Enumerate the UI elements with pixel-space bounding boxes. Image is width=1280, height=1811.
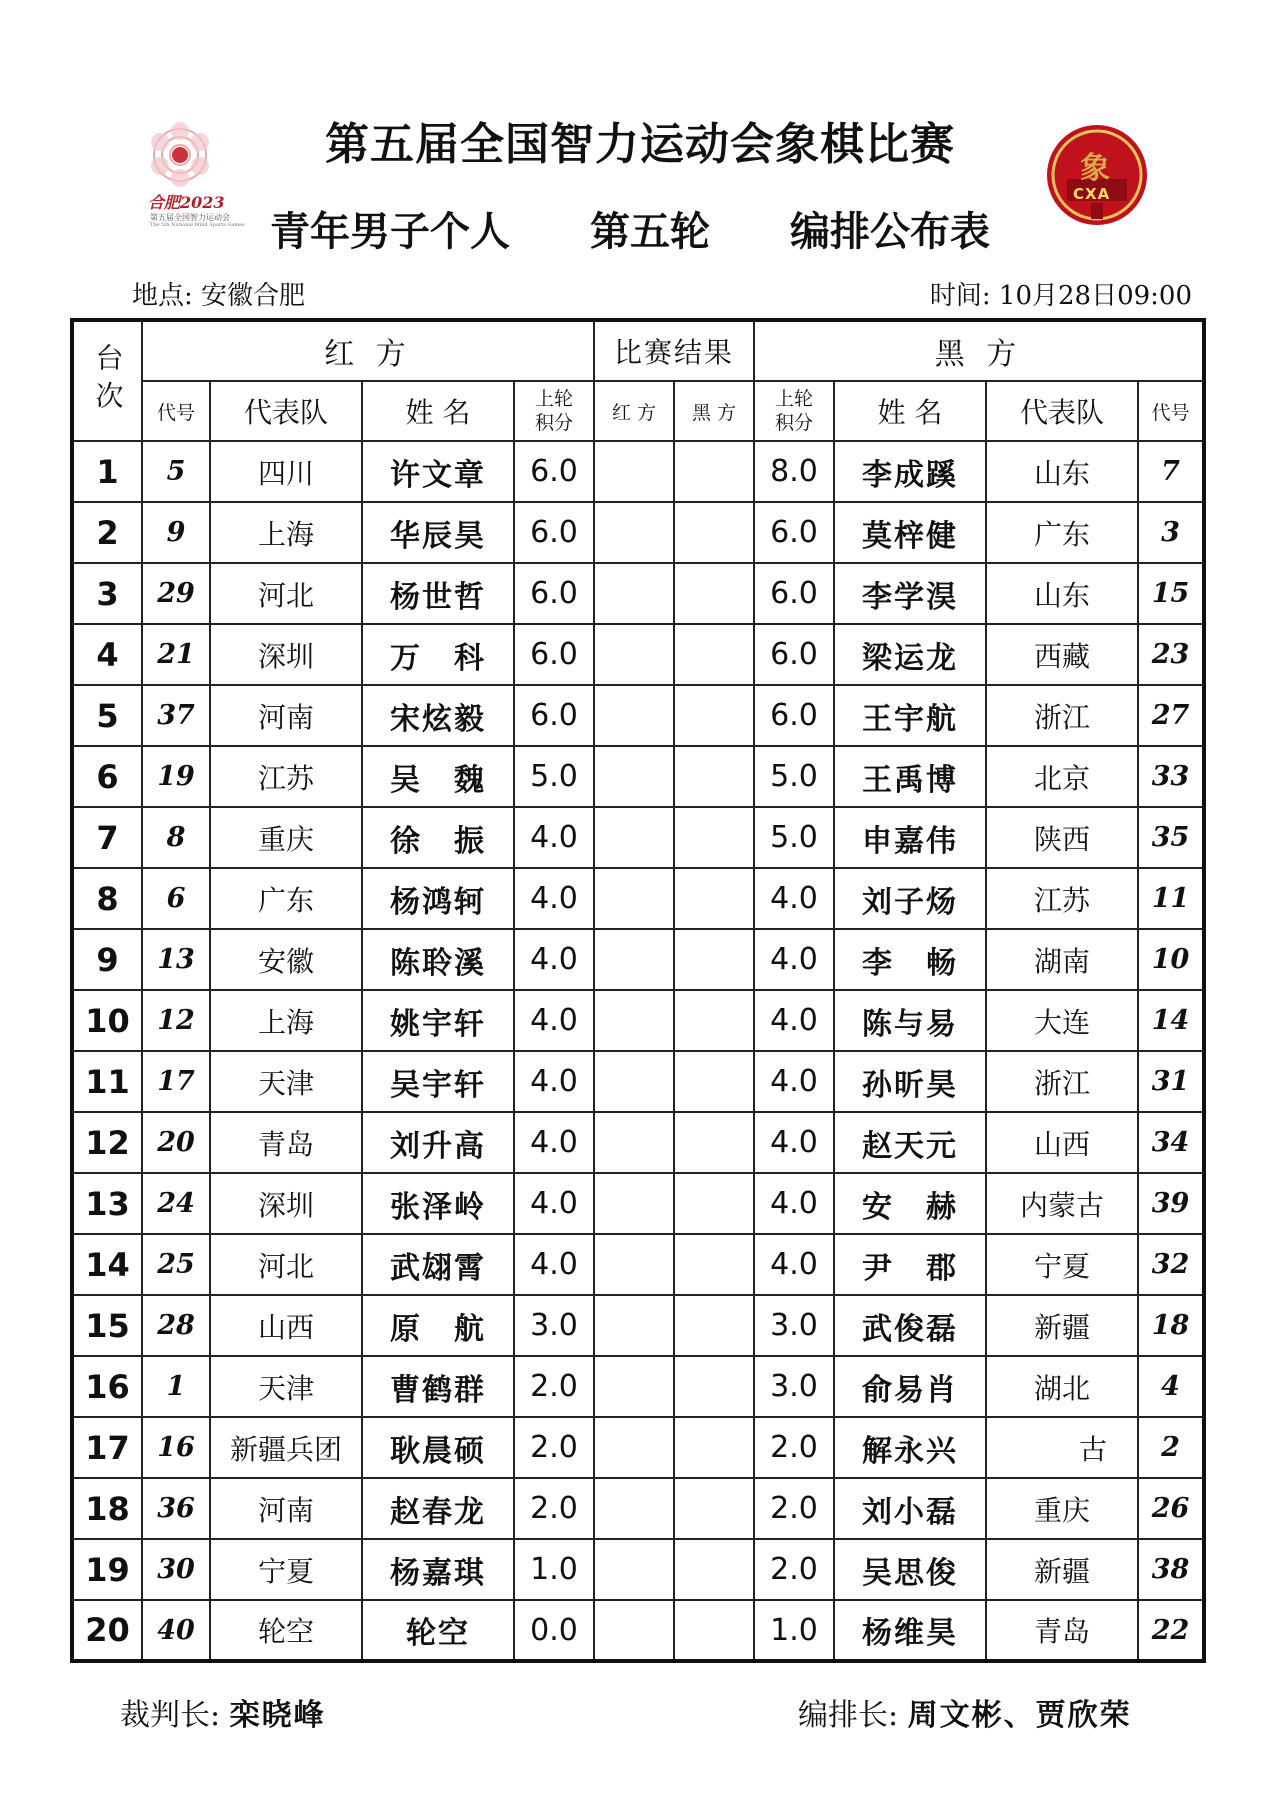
table-row: [72, 1051, 1204, 1112]
result-red[interactable]: [594, 868, 674, 929]
black-prev-score: 3.0: [754, 1356, 834, 1417]
red-name: 杨鸿轲: [362, 868, 514, 929]
black-team: 浙江: [986, 685, 1138, 746]
result-black[interactable]: [674, 1417, 754, 1478]
red-name: 张泽岭: [362, 1173, 514, 1234]
black-team: 内蒙古: [986, 1173, 1138, 1234]
result-black[interactable]: [674, 1295, 754, 1356]
black-code: 7: [1138, 441, 1204, 502]
pairing-table: [70, 318, 1206, 1663]
black-prev-score-header: [754, 381, 834, 441]
result-black[interactable]: [674, 1173, 754, 1234]
table-row: [72, 1173, 1204, 1234]
black-group-header: 黑 方: [754, 320, 1204, 381]
black-code: 39: [1138, 1173, 1204, 1234]
result-red[interactable]: [594, 1478, 674, 1539]
red-prev-score-header: [514, 381, 594, 441]
round-number: 10: [72, 990, 142, 1051]
black-team: 新疆: [986, 1295, 1138, 1356]
red-prev-score: 4.0: [514, 1112, 594, 1173]
black-prev-score: 4.0: [754, 929, 834, 990]
black-prev-score: 1.0: [754, 1600, 834, 1661]
black-name: 王宇航: [834, 685, 986, 746]
red-team-header: 代表队: [210, 381, 362, 441]
red-code-header: 代号: [142, 381, 210, 441]
round-header: 台次: [72, 320, 142, 441]
logo-left-subtext: 第五届全国智力运动会: [150, 213, 230, 222]
black-code: 35: [1138, 807, 1204, 868]
red-prev-score: 1.0: [514, 1539, 594, 1600]
result-black[interactable]: [674, 746, 754, 807]
black-name-header: 姓 名: [834, 381, 986, 441]
red-team: 重庆: [210, 807, 362, 868]
round-number: 12: [72, 1112, 142, 1173]
black-prev-score: 2.0: [754, 1417, 834, 1478]
red-name-header: 姓 名: [362, 381, 514, 441]
result-black[interactable]: [674, 1234, 754, 1295]
black-name: 李学淏: [834, 563, 986, 624]
result-red[interactable]: [594, 1173, 674, 1234]
red-name: 武翃霄: [362, 1234, 514, 1295]
black-name: 李成蹊: [834, 441, 986, 502]
red-prev-score: 5.0: [514, 746, 594, 807]
black-code: 32: [1138, 1234, 1204, 1295]
red-team: 青岛: [210, 1112, 362, 1173]
red-name: 刘升高: [362, 1112, 514, 1173]
black-team: 青岛: [986, 1600, 1138, 1661]
round-number: 8: [72, 868, 142, 929]
table-row: [72, 1600, 1204, 1661]
red-prev-score: 4.0: [514, 1234, 594, 1295]
black-code: 4: [1138, 1356, 1204, 1417]
red-prev-score: 4.0: [514, 1051, 594, 1112]
round-number: 15: [72, 1295, 142, 1356]
result-red[interactable]: [594, 1234, 674, 1295]
table-row: [72, 929, 1204, 990]
red-name: 原 航: [362, 1295, 514, 1356]
black-name: 孙昕昊: [834, 1051, 986, 1112]
red-team: 天津: [210, 1356, 362, 1417]
round-number: 19: [72, 1539, 142, 1600]
black-prev-score: 4.0: [754, 1234, 834, 1295]
black-prev-score: 2.0: [754, 1539, 834, 1600]
black-name: 刘小磊: [834, 1478, 986, 1539]
red-prev-score: 6.0: [514, 441, 594, 502]
red-name: 徐 振: [362, 807, 514, 868]
red-team: 河北: [210, 563, 362, 624]
table-row: [72, 1112, 1204, 1173]
scheduler-names: 周文彬、贾欣荣: [907, 1698, 1132, 1733]
result-black[interactable]: [674, 990, 754, 1051]
red-prev-score: 6.0: [514, 685, 594, 746]
red-name: 吴宇轩: [362, 1051, 514, 1112]
black-name: 安 赫: [834, 1173, 986, 1234]
result-red[interactable]: [594, 929, 674, 990]
result-red[interactable]: [594, 563, 674, 624]
black-code: 31: [1138, 1051, 1204, 1112]
round-number: 3: [72, 563, 142, 624]
table-row: [72, 502, 1204, 563]
red-name: 耿晨硕: [362, 1417, 514, 1478]
red-code: 19: [142, 746, 210, 807]
black-prev-score: 3.0: [754, 1295, 834, 1356]
result-black[interactable]: [674, 807, 754, 868]
red-name: 华辰昊: [362, 502, 514, 563]
red-team: 上海: [210, 502, 362, 563]
result-red[interactable]: [594, 624, 674, 685]
table-row: [72, 1478, 1204, 1539]
black-prev-score: 4.0: [754, 1051, 834, 1112]
black-prev-score: 6.0: [754, 563, 834, 624]
red-code: 5: [142, 441, 210, 502]
pairing-rows: [72, 441, 1204, 1661]
black-team: 宁夏: [986, 1234, 1138, 1295]
black-team: 湖南: [986, 929, 1138, 990]
black-code: 18: [1138, 1295, 1204, 1356]
black-prev-score: 6.0: [754, 502, 834, 563]
black-name: 赵天元: [834, 1112, 986, 1173]
red-code: 12: [142, 990, 210, 1051]
red-code: 9: [142, 502, 210, 563]
cxa-logo: [1045, 123, 1149, 227]
red-team: 轮空: [210, 1600, 362, 1661]
red-prev-score: 6.0: [514, 563, 594, 624]
table-row: [72, 1356, 1204, 1417]
black-team: 北京: [986, 746, 1138, 807]
table-row: [72, 624, 1204, 685]
red-name: 吴 魏: [362, 746, 514, 807]
black-code: 23: [1138, 624, 1204, 685]
red-team: 新疆兵团: [210, 1417, 362, 1478]
red-name: 曹鹤群: [362, 1356, 514, 1417]
red-code: 1: [142, 1356, 210, 1417]
result-red[interactable]: [594, 1539, 674, 1600]
red-prev-score: 4.0: [514, 807, 594, 868]
red-prev-score: 6.0: [514, 502, 594, 563]
round-number: 18: [72, 1478, 142, 1539]
black-code: 14: [1138, 990, 1204, 1051]
black-name: 王禹博: [834, 746, 986, 807]
logo-left-text: 合肥2023: [148, 193, 225, 212]
cxa-logo-char: 象: [1080, 151, 1110, 186]
red-group-header: 红 方: [142, 320, 594, 381]
red-team: 深圳: [210, 624, 362, 685]
round-number: 20: [72, 1600, 142, 1661]
black-code: 2: [1138, 1417, 1204, 1478]
black-prev-score: 4.0: [754, 1173, 834, 1234]
red-name: 赵春龙: [362, 1478, 514, 1539]
red-team: 河南: [210, 685, 362, 746]
red-name: 许文章: [362, 441, 514, 502]
black-code: 10: [1138, 929, 1204, 990]
black-code: 33: [1138, 746, 1204, 807]
result-black[interactable]: [674, 563, 754, 624]
red-code: 16: [142, 1417, 210, 1478]
red-code: 40: [142, 1600, 210, 1661]
result-red[interactable]: [594, 746, 674, 807]
black-team: 江苏: [986, 868, 1138, 929]
round-number: 9: [72, 929, 142, 990]
table-row: [72, 441, 1204, 502]
black-name: 尹 郡: [834, 1234, 986, 1295]
black-code: 27: [1138, 685, 1204, 746]
red-name: 杨世哲: [362, 563, 514, 624]
hefei-2023-logo: [140, 120, 250, 230]
table-row: [72, 1539, 1204, 1600]
round-number: 5: [72, 685, 142, 746]
subtitle-event: 青年男子个人: [270, 209, 510, 255]
result-red-header: 红 方: [594, 381, 674, 441]
red-team: 江苏: [210, 746, 362, 807]
result-black[interactable]: [674, 441, 754, 502]
red-name: 宋炫毅: [362, 685, 514, 746]
red-team: 四川: [210, 441, 362, 502]
black-code: 15: [1138, 563, 1204, 624]
black-name: 申嘉伟: [834, 807, 986, 868]
black-prev-score: 2.0: [754, 1478, 834, 1539]
black-team-header: 代表队: [986, 381, 1138, 441]
table-row: [72, 1295, 1204, 1356]
black-team: 西藏: [986, 624, 1138, 685]
black-team: 新疆: [986, 1539, 1138, 1600]
black-prev-score: 6.0: [754, 624, 834, 685]
black-name: 吴思俊: [834, 1539, 986, 1600]
black-name: 俞易肖: [834, 1356, 986, 1417]
result-red[interactable]: [594, 685, 674, 746]
round-number: 1: [72, 441, 142, 502]
result-black[interactable]: [674, 624, 754, 685]
table-row: [72, 1417, 1204, 1478]
result-black-header: 黑 方: [674, 381, 754, 441]
result-red[interactable]: [594, 1112, 674, 1173]
flower-emblem-icon: [140, 120, 250, 190]
red-prev-score: 2.0: [514, 1478, 594, 1539]
red-code: 29: [142, 563, 210, 624]
black-name: 刘子炀: [834, 868, 986, 929]
round-number: 16: [72, 1356, 142, 1417]
red-team: 河北: [210, 1234, 362, 1295]
red-code: 17: [142, 1051, 210, 1112]
table-row: [72, 685, 1204, 746]
black-team: 山西: [986, 1112, 1138, 1173]
black-code: 38: [1138, 1539, 1204, 1600]
red-name: 杨嘉琪: [362, 1539, 514, 1600]
black-prev-score: 5.0: [754, 746, 834, 807]
result-black[interactable]: [674, 1112, 754, 1173]
red-team: 山西: [210, 1295, 362, 1356]
result-black[interactable]: [674, 685, 754, 746]
black-prev-score: 4.0: [754, 868, 834, 929]
result-black[interactable]: [674, 868, 754, 929]
result-black[interactable]: [674, 1051, 754, 1112]
red-team: 宁夏: [210, 1539, 362, 1600]
black-team: 重庆: [986, 1478, 1138, 1539]
round-number: 17: [72, 1417, 142, 1478]
red-prev-score: 6.0: [514, 624, 594, 685]
result-red[interactable]: [594, 1600, 674, 1661]
referee: [120, 1690, 326, 1734]
black-prev-score-header-text: 上轮积分: [774, 388, 813, 434]
result-red[interactable]: [594, 1417, 674, 1478]
result-red[interactable]: [594, 502, 674, 563]
table-row: [72, 868, 1204, 929]
red-code: 28: [142, 1295, 210, 1356]
result-group-header: 比赛结果: [594, 320, 754, 381]
black-name: 陈与易: [834, 990, 986, 1051]
subtitle: [270, 200, 990, 257]
black-prev-score: 4.0: [754, 990, 834, 1051]
referee-name: 栾晓峰: [229, 1698, 326, 1733]
result-black[interactable]: [674, 929, 754, 990]
red-name: 姚宇轩: [362, 990, 514, 1051]
black-name: 李 畅: [834, 929, 986, 990]
black-name: 莫梓健: [834, 502, 986, 563]
table-row: [72, 807, 1204, 868]
round-number: 13: [72, 1173, 142, 1234]
red-team: 天津: [210, 1051, 362, 1112]
page-title: 第五届全国智力运动会象棋比赛: [325, 119, 955, 170]
black-name: 杨维昊: [834, 1600, 986, 1661]
result-black[interactable]: [674, 1478, 754, 1539]
round-number: 7: [72, 807, 142, 868]
red-prev-score: 3.0: [514, 1295, 594, 1356]
location: 地点: 安徽合肥: [132, 281, 306, 311]
scheduler: [798, 1690, 1132, 1734]
black-team: 大连: [986, 990, 1138, 1051]
round-number: 4: [72, 624, 142, 685]
round-number: 14: [72, 1234, 142, 1295]
black-code: 34: [1138, 1112, 1204, 1173]
red-team: 河南: [210, 1478, 362, 1539]
table-row: [72, 746, 1204, 807]
red-team: 上海: [210, 990, 362, 1051]
red-code: 13: [142, 929, 210, 990]
result-red[interactable]: [594, 1356, 674, 1417]
red-prev-score-header-text: 上轮积分: [534, 388, 573, 434]
result-black[interactable]: [674, 1600, 754, 1661]
black-name: 梁运龙: [834, 624, 986, 685]
subtitle-round: 第五轮: [590, 209, 710, 255]
result-black[interactable]: [674, 1356, 754, 1417]
black-team: 湖北: [986, 1356, 1138, 1417]
black-name: 武俊磊: [834, 1295, 986, 1356]
black-team: 陕西: [986, 807, 1138, 868]
black-code: 11: [1138, 868, 1204, 929]
red-prev-score: 4.0: [514, 990, 594, 1051]
black-prev-score: 4.0: [754, 1112, 834, 1173]
red-team: 安徽: [210, 929, 362, 990]
red-code: 20: [142, 1112, 210, 1173]
black-code: 26: [1138, 1478, 1204, 1539]
result-black[interactable]: [674, 502, 754, 563]
red-prev-score: 2.0: [514, 1356, 594, 1417]
black-team: 广东: [986, 502, 1138, 563]
black-team: 古: [986, 1417, 1138, 1478]
black-code-header: 代号: [1138, 381, 1204, 441]
subtitle-doc: 编排公布表: [790, 209, 990, 255]
black-name: 解永兴: [834, 1417, 986, 1478]
red-team: 广东: [210, 868, 362, 929]
result-black[interactable]: [674, 1539, 754, 1600]
result-red[interactable]: [594, 990, 674, 1051]
black-code: 22: [1138, 1600, 1204, 1661]
red-team: 深圳: [210, 1173, 362, 1234]
black-prev-score: 5.0: [754, 807, 834, 868]
referee-label: 裁判长:: [120, 1698, 221, 1733]
result-red[interactable]: [594, 1051, 674, 1112]
black-team: 浙江: [986, 1051, 1138, 1112]
black-team: 山东: [986, 563, 1138, 624]
red-prev-score: 4.0: [514, 929, 594, 990]
result-red[interactable]: [594, 441, 674, 502]
table-row: [72, 1234, 1204, 1295]
red-name: 万 科: [362, 624, 514, 685]
red-name: 陈聆溪: [362, 929, 514, 990]
round-number: 2: [72, 502, 142, 563]
black-prev-score: 6.0: [754, 685, 834, 746]
red-code: 24: [142, 1173, 210, 1234]
red-code: 21: [142, 624, 210, 685]
red-code: 8: [142, 807, 210, 868]
red-prev-score: 0.0: [514, 1600, 594, 1661]
round-number: 6: [72, 746, 142, 807]
round-number: 11: [72, 1051, 142, 1112]
red-code: 37: [142, 685, 210, 746]
scheduler-label: 编排长:: [798, 1698, 899, 1733]
black-code: 3: [1138, 502, 1204, 563]
red-code: 6: [142, 868, 210, 929]
result-red[interactable]: [594, 1295, 674, 1356]
red-name: 轮空: [362, 1600, 514, 1661]
result-red[interactable]: [594, 807, 674, 868]
table-row: [72, 990, 1204, 1051]
red-code: 25: [142, 1234, 210, 1295]
black-team: 山东: [986, 441, 1138, 502]
black-prev-score: 8.0: [754, 441, 834, 502]
red-code: 36: [142, 1478, 210, 1539]
red-prev-score: 4.0: [514, 1173, 594, 1234]
red-prev-score: 4.0: [514, 868, 594, 929]
time: 时间: 10月28日09:00: [929, 281, 1192, 311]
red-code: 30: [142, 1539, 210, 1600]
logo-left-subtext-en: The 5th National Mind Sports Games: [150, 222, 245, 228]
cxa-logo-text: CXA: [1073, 185, 1111, 203]
red-prev-score: 2.0: [514, 1417, 594, 1478]
table-row: [72, 563, 1204, 624]
